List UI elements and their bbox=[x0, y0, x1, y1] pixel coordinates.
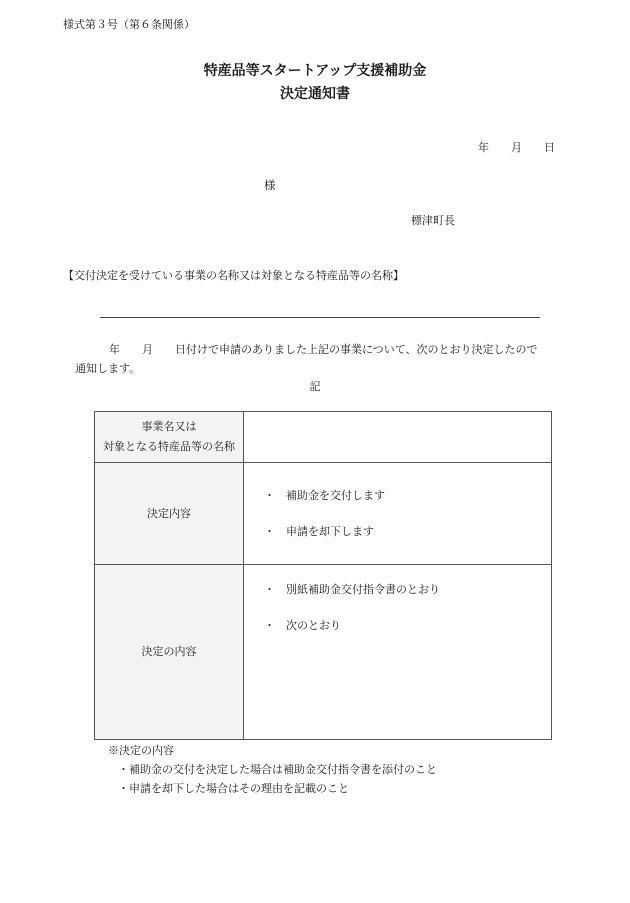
date-day-label: 日 bbox=[544, 141, 555, 154]
decision-cell bbox=[244, 463, 552, 565]
project-name-label-line2: 対象となる特産品等の名称 bbox=[103, 440, 235, 453]
date-month-label: 月 bbox=[511, 141, 522, 154]
decision-option-grant[interactable]: ・ 補助金を交付します bbox=[264, 488, 385, 502]
ki-marker: 記 bbox=[309, 380, 321, 393]
date-field bbox=[478, 139, 555, 155]
notes-title: ※決定の内容 bbox=[108, 744, 174, 757]
detail-option-attached[interactable]: ・ 別紙補助金交付指令書のとおり bbox=[264, 583, 440, 596]
issuer-name: 標津町長 bbox=[411, 214, 455, 227]
note-item: ・申請を却下した場合はその理由を記載のこと bbox=[118, 782, 349, 795]
decision-detail-label: 決定の内容 bbox=[95, 565, 244, 740]
subject-blank-line bbox=[100, 317, 540, 318]
document-subtitle: 決定通知書 bbox=[280, 86, 350, 102]
detail-option-as-follows[interactable]: ・ 次のとおり bbox=[264, 619, 341, 632]
note-item: ・補助金の交付を決定した場合は補助金交付指令書を添付のこと bbox=[118, 763, 437, 776]
body-text-line1 bbox=[109, 341, 538, 357]
body-month-label: 月 bbox=[142, 343, 153, 356]
decision-table bbox=[94, 411, 552, 740]
project-name-cell[interactable] bbox=[244, 412, 552, 463]
body-text-rest: 日付けで申請のありました上記の事業について、次のとおり決定したので bbox=[175, 343, 538, 356]
body-year-label: 年 bbox=[109, 343, 120, 356]
document-title: 特産品等スタートアップ支援補助金 bbox=[203, 63, 427, 79]
project-name-label bbox=[95, 412, 244, 463]
project-name-label-line1: 事業名又は bbox=[141, 420, 197, 433]
date-year-label: 年 bbox=[478, 141, 489, 154]
form-number: 様式第３号（第６条関係） bbox=[63, 18, 195, 31]
body-text-line2: 通知します。 bbox=[75, 362, 141, 375]
table-row bbox=[95, 412, 552, 463]
table-row bbox=[95, 463, 552, 565]
table-row bbox=[95, 565, 552, 740]
decision-option-reject[interactable]: ・ 申請を却下します bbox=[264, 524, 374, 538]
decision-label: 決定内容 bbox=[95, 463, 244, 565]
recipient-honorific: 様 bbox=[264, 178, 276, 192]
decision-detail-cell bbox=[244, 565, 552, 740]
subject-heading: 【交付決定を受けている事業の名称又は対象となる特産品等の名称】 bbox=[63, 269, 404, 282]
